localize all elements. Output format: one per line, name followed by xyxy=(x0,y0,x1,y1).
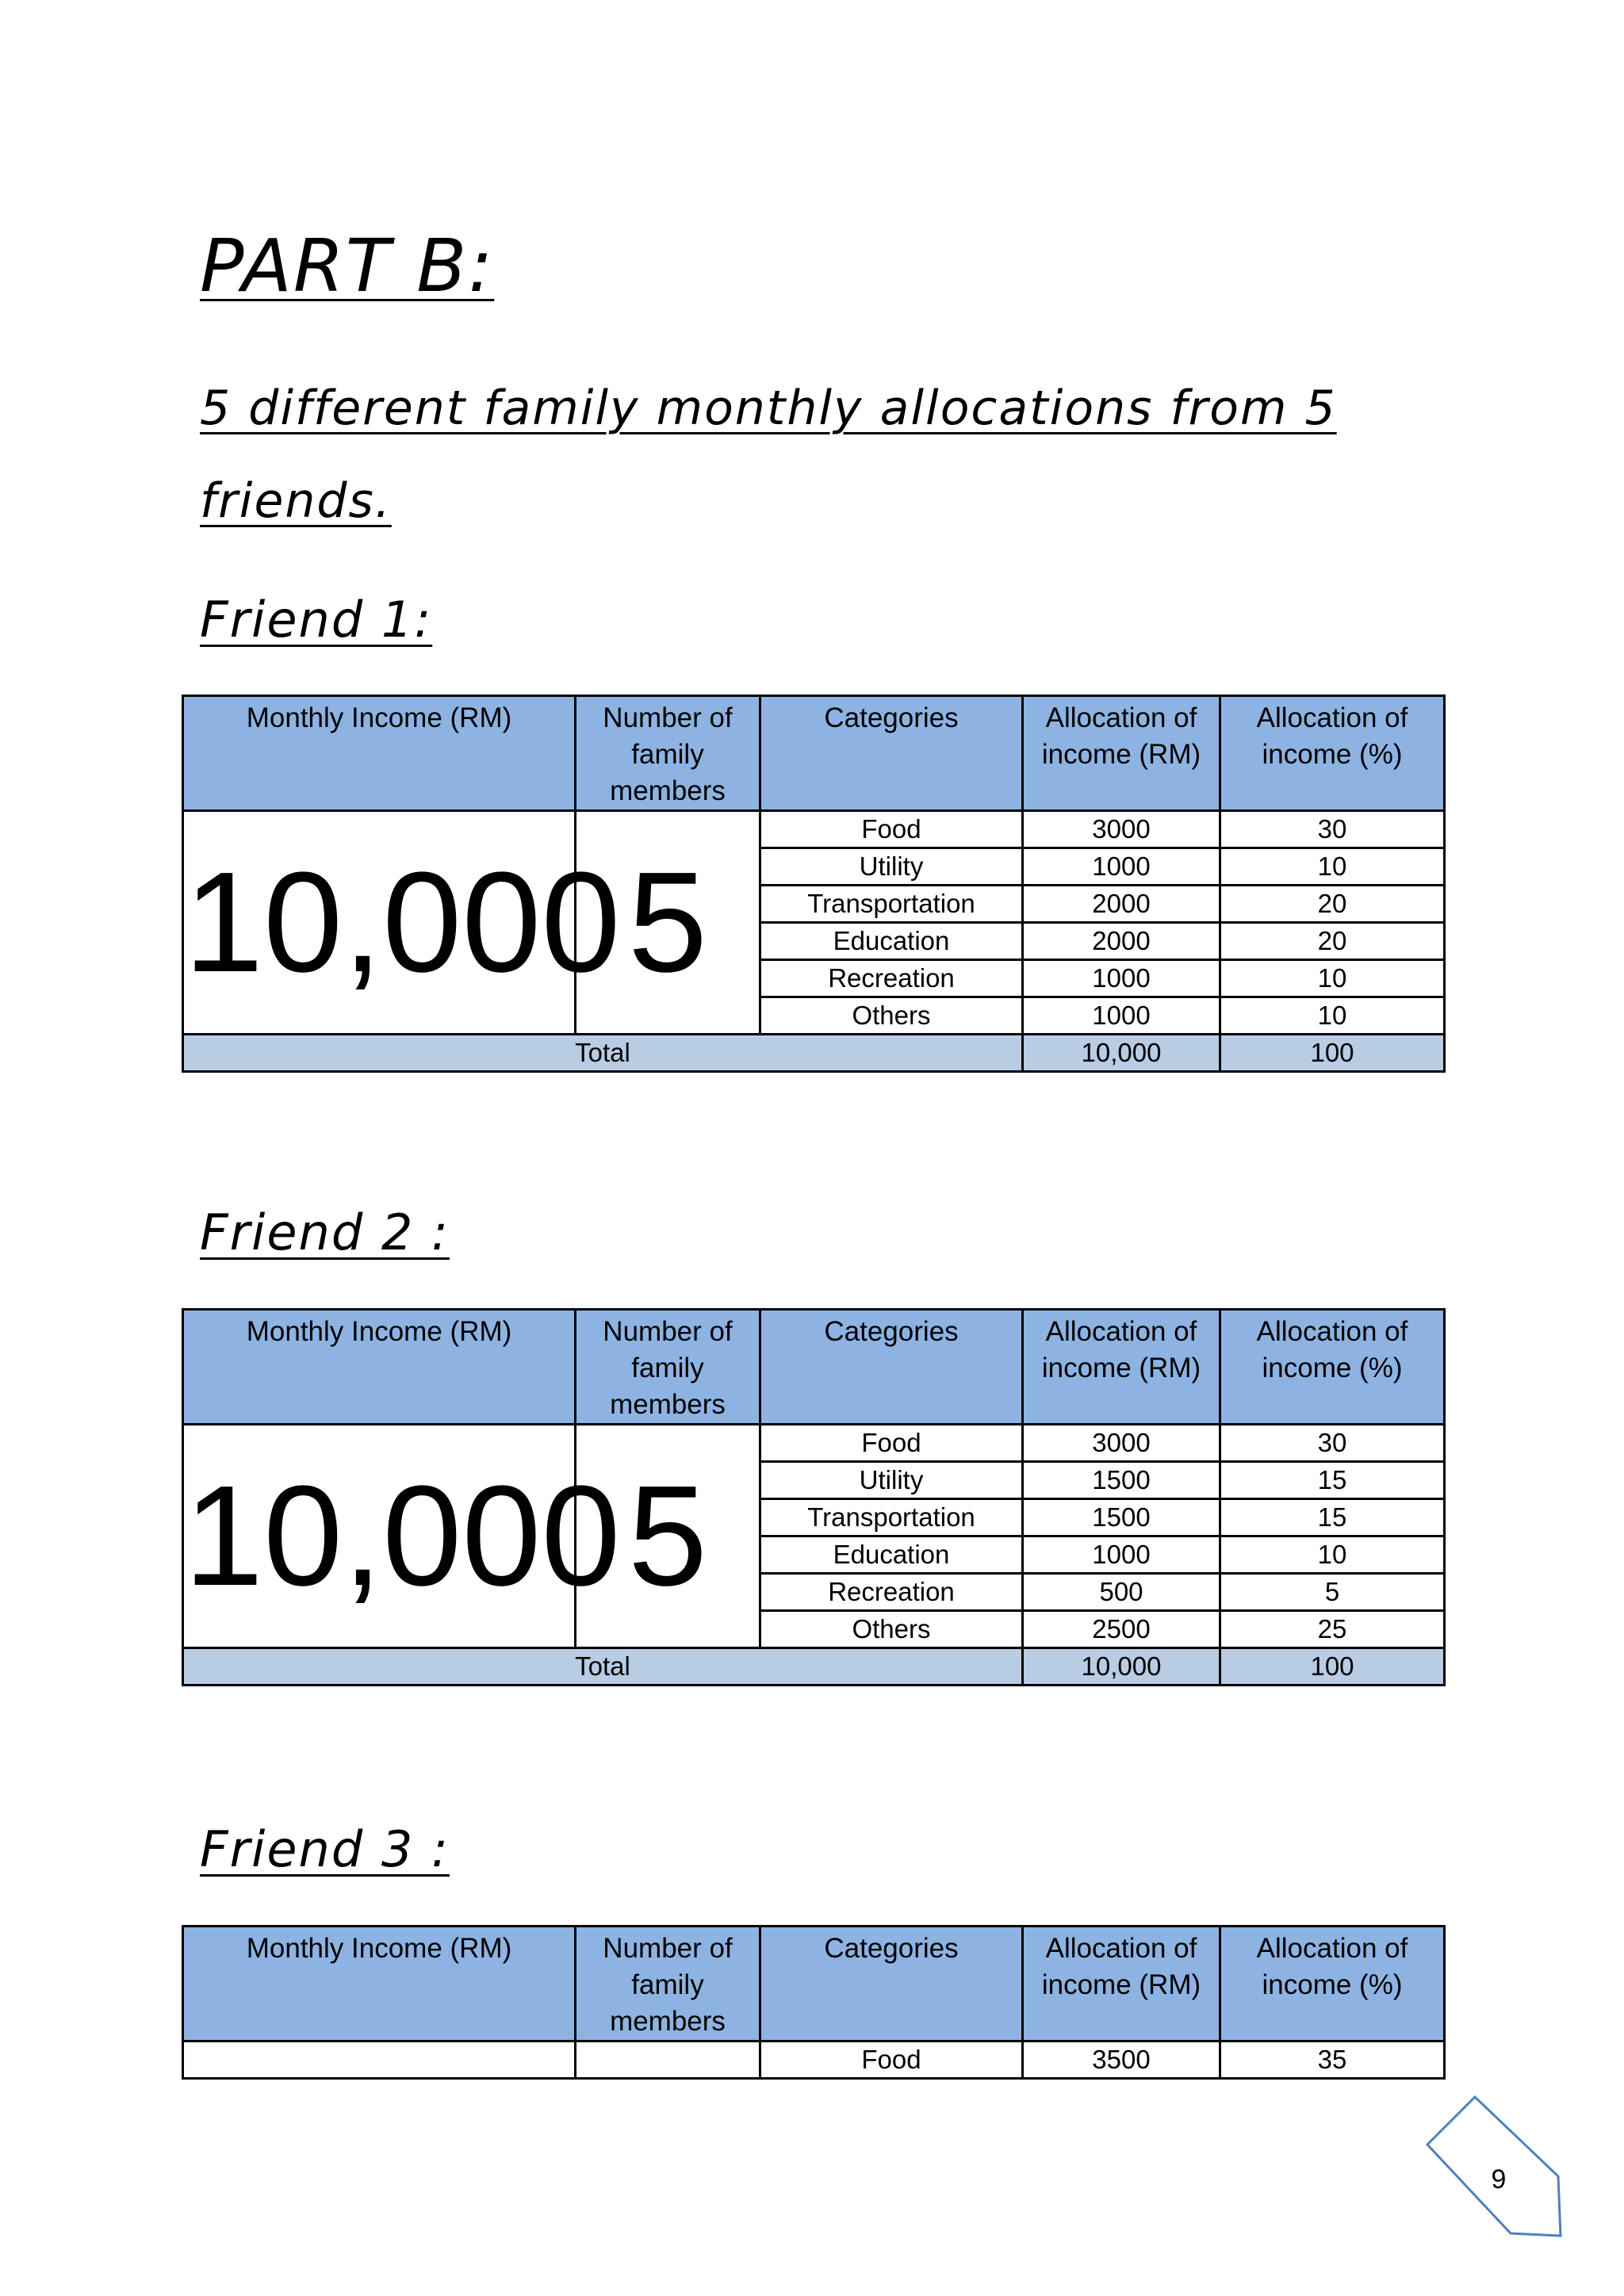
allocation-pct-cell: 20 xyxy=(1220,886,1445,923)
allocation-pct-cell: 15 xyxy=(1220,1499,1445,1536)
allocation-pct-cell: 10 xyxy=(1220,848,1445,886)
allocation-pct-cell: 15 xyxy=(1220,1462,1445,1499)
header-row xyxy=(183,1310,1445,1425)
header-row xyxy=(183,696,1445,811)
allocation-rm-cell: 1000 xyxy=(1023,1536,1220,1574)
column-header: Allocation of income (RM) xyxy=(1023,1927,1220,2042)
total-row xyxy=(183,1035,1445,1072)
header-row xyxy=(183,1927,1445,2042)
allocation-rm-cell: 1000 xyxy=(1023,997,1220,1035)
allocation-pct-cell: 10 xyxy=(1220,960,1445,997)
category-cell: Others xyxy=(760,1611,1023,1648)
category-cell: Recreation xyxy=(760,960,1023,997)
category-cell: Others xyxy=(760,997,1023,1035)
monthly-income-cell: 10,000 xyxy=(183,1425,576,1648)
column-header: Monthly Income (RM) xyxy=(183,1310,576,1425)
table-row xyxy=(183,2042,1445,2079)
allocation-table xyxy=(182,1308,1446,1686)
section-subtitle-cont: friends. xyxy=(200,473,392,529)
allocation-rm-cell: 2500 xyxy=(1023,1611,1220,1648)
friend-label: Friend 2 : xyxy=(200,1203,450,1261)
category-cell: Utility xyxy=(760,848,1023,886)
total-label: Total xyxy=(183,1648,1023,1686)
column-header: Allocation of income (RM) xyxy=(1023,696,1220,811)
column-header: Allocation of income (%) xyxy=(1220,1927,1445,2042)
column-header: Monthly Income (RM) xyxy=(183,1927,576,2042)
allocation-rm-cell: 1500 xyxy=(1023,1499,1220,1536)
total-rm: 10,000 xyxy=(1023,1035,1220,1072)
total-pct: 100 xyxy=(1220,1648,1445,1686)
monthly-income-cell xyxy=(183,2042,576,2079)
allocation-rm-cell: 3500 xyxy=(1023,2042,1220,2079)
page-number: 9 xyxy=(1491,2164,1507,2195)
category-cell: Utility xyxy=(760,1462,1023,1499)
allocation-rm-cell: 1000 xyxy=(1023,960,1220,997)
family-members-cell xyxy=(576,2042,760,2079)
category-cell: Recreation xyxy=(760,1574,1023,1611)
table-row xyxy=(183,811,1445,848)
allocation-rm-cell: 500 xyxy=(1023,1574,1220,1611)
category-cell: Education xyxy=(760,1536,1023,1574)
friend-label: Friend 1: xyxy=(200,591,433,649)
category-cell: Food xyxy=(760,811,1023,848)
allocation-rm-cell: 2000 xyxy=(1023,923,1220,960)
friend-label: Friend 3 : xyxy=(200,1820,450,1878)
allocation-rm-cell: 3000 xyxy=(1023,1425,1220,1462)
category-cell: Transportation xyxy=(760,1499,1023,1536)
column-header: Number of family members xyxy=(576,1927,760,2042)
allocation-pct-cell: 20 xyxy=(1220,923,1445,960)
family-members-cell: 5 xyxy=(576,1425,760,1648)
allocation-pct-cell: 5 xyxy=(1220,1574,1445,1611)
page-number-shape xyxy=(1419,2097,1570,2244)
section-subtitle: 5 different family monthly allocations from 5 xyxy=(200,381,1337,436)
allocation-pct-cell: 30 xyxy=(1220,811,1445,848)
column-header: Categories xyxy=(760,696,1023,811)
allocation-rm-cell: 2000 xyxy=(1023,886,1220,923)
allocation-pct-cell: 10 xyxy=(1220,997,1445,1035)
allocation-pct-cell: 10 xyxy=(1220,1536,1445,1574)
allocation-rm-cell: 3000 xyxy=(1023,811,1220,848)
allocation-pct-cell: 30 xyxy=(1220,1425,1445,1462)
column-header: Allocation of income (%) xyxy=(1220,696,1445,811)
total-pct: 100 xyxy=(1220,1035,1445,1072)
column-header: Number of family members xyxy=(576,696,760,811)
column-header: Categories xyxy=(760,1927,1023,2042)
allocation-rm-cell: 1000 xyxy=(1023,848,1220,886)
table-row xyxy=(183,1425,1445,1462)
allocation-pct-cell: 25 xyxy=(1220,1611,1445,1648)
column-header: Categories xyxy=(760,1310,1023,1425)
page-title: PART B: xyxy=(200,224,495,308)
column-header: Allocation of income (%) xyxy=(1220,1310,1445,1425)
column-header: Allocation of income (RM) xyxy=(1023,1310,1220,1425)
category-cell: Education xyxy=(760,923,1023,960)
column-header: Monthly Income (RM) xyxy=(183,696,576,811)
allocation-table xyxy=(182,695,1446,1073)
monthly-income-cell: 10,000 xyxy=(183,811,576,1035)
column-header: Number of family members xyxy=(576,1310,760,1425)
category-cell: Transportation xyxy=(760,886,1023,923)
allocation-pct-cell: 35 xyxy=(1220,2042,1445,2079)
category-cell: Food xyxy=(760,1425,1023,1462)
total-label: Total xyxy=(183,1035,1023,1072)
total-row xyxy=(183,1648,1445,1686)
family-members-cell: 5 xyxy=(576,811,760,1035)
allocation-table xyxy=(182,1925,1446,2080)
total-rm: 10,000 xyxy=(1023,1648,1220,1686)
category-cell: Food xyxy=(760,2042,1023,2079)
allocation-rm-cell: 1500 xyxy=(1023,1462,1220,1499)
